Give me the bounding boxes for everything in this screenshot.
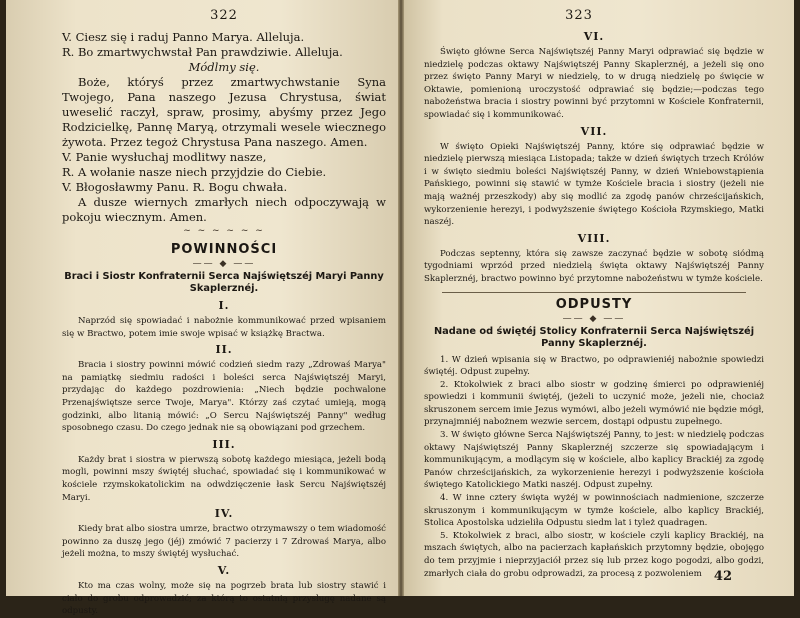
section-subtitle: Nadane od świętéj Stolicy Konfraternii Serca Najświętszéj Panny Skaplerznéj. bbox=[433, 325, 755, 349]
left-page bbox=[6, 0, 398, 617]
section-title: ODPUSTY bbox=[555, 296, 633, 312]
indulgence-item: 3. W święto główne Serca Najświętszéj Panny, to jest: w niedzielę podczas oktawy Najświętszéj Panny Skaplerznéj szczerze się spowiadającym i kommunikującym, a modlącym się w kościele, albo kaplicy Brackiéj za zgodę Panów chrześcijańskich, za wykorzenienie herezyi i podwyższenie kościoła świętego Katolickiego Matki naszéj. Odpust zupełny. bbox=[424, 430, 764, 491]
duty-number: VIII. bbox=[577, 231, 611, 245]
duty-number: I. bbox=[218, 299, 230, 312]
ornament-divider: —— ◆ —— bbox=[562, 313, 626, 324]
book-spread bbox=[6, 0, 794, 617]
right-page bbox=[404, 0, 794, 596]
versicle-line: V. Panie wysłuchaj modlitwy nasze, bbox=[62, 150, 267, 164]
duty-number: VI. bbox=[583, 30, 605, 43]
duty-text: Kiedy brat albo siostra umrze, bractwo otrzymawszy o tem wiadomość powinno za duszę jego (jéj) zmówić 7 pacierzy i 7 Zdrowaś Marya, albo jeżeli można, to mszy świętéj wysłuchać. bbox=[62, 524, 386, 560]
response-line: R. A wołanie nasze niech przyjdzie do Ciebie. bbox=[62, 165, 327, 179]
page-number: 322 bbox=[210, 8, 238, 23]
duty-text: Każdy brat i siostra w pierwszą sobotę każdego miesiąca, jeżeli bodą mogli, powinni mszy świętéj słuchać, spowiadać się i kommunikować w kościele rzymskokatolickim na odwdzięczenie łask Sercu Najświętszéj Maryi. bbox=[62, 454, 386, 503]
duty-number: II. bbox=[215, 343, 233, 357]
section-subtitle: Braci i Siostr Konfraternii Serca Najświętszéj Maryi Panny Skaplerznéj. bbox=[64, 271, 384, 294]
closing-text: A dusze wiernych zmarłych niech odpoczywają w pokoju wiecznym. Amen. bbox=[62, 195, 386, 224]
duty-text: Naprzód się spowiadać i nabożnie kommunikować przed wpisaniem się w Bractwo, potem imie swoje wpisać w książkę Bractwa. bbox=[62, 316, 386, 339]
response-line: R. Bo zmartwychwstał Pan prawdziwie. Alleluja. bbox=[62, 45, 343, 59]
duty-number: V. bbox=[217, 563, 231, 577]
indulgence-item: 2. Ktokolwiek z braci albo siostr w godzinę śmierci po odprawieniéj spowiedzi i kommunii świętéj, (jeżeli to uczynić może, jeżeli nie, chociaż skruszonem sercem imie Jezus wymówi, albo jeżeli wymówić nie będzie mógł, przynajmniéj nabożnem wezwie sercem, dostąpi odpustu zupełnego. bbox=[424, 379, 764, 428]
duty-number: VII. bbox=[580, 124, 608, 138]
duty-number: III. bbox=[212, 437, 236, 451]
indulgence-item: 5. Ktokolwiek z braci, albo siostr, w kościele czyli kaplicy Brackiéj, na mszach świętych, albo na pacierzach kapłańskich przytomny będzie, obojęgo do tem przyjmie i nieprzyjaciół przez się lub przez kogo pogodzi, albo godzi, zmarłych ciała do grobu odprowadzi, za procesą z pozwoleniem bbox=[424, 530, 764, 579]
duty-text: Święto główne Serca Najświętszéj Panny Maryi odprawiać się będzie w niedzielę podczas oktawy Najświętszéj Panny Skaplerznéj, a jeżeli się ono przez święto Panny Maryi w niedzielę, to w drugą niedzielę po święcie w Oktawie, pomienioną uroczystość odprawiać się będzie;—podczas tego nabożeństwa bracia i siostry powinni być przytomni w Kościele Konfraternii, spowiadać się i kommunikować. bbox=[424, 47, 764, 120]
signature-mark: 42 bbox=[713, 569, 732, 584]
duty-number: IV. bbox=[214, 507, 234, 521]
prayer-heading: Módlmy się. bbox=[188, 60, 260, 74]
section-rule bbox=[442, 292, 746, 293]
indulgence-item: 4. W inne cztery święta wyżéj w powinnościach nadmienione, szczerze skruszonym i kommunikującym w tymże kościele, albo kaplicy Brackiéj, Stolica Apostolska udzieliła Odpustu siedm lat i tyleż quadragen. bbox=[424, 493, 764, 529]
versicle-line: V. Błogosławmy Panu. R. Bogu chwała. bbox=[62, 180, 288, 194]
ornament-divider: —— ◆ —— bbox=[192, 259, 256, 269]
duty-text: Bracia i siostry powinni mówić codzień siedm razy „Zdrowaś Marya" na pamiątkę siedmiu radości i boleści serca Najświętszéj Maryi, przydając do każdego pozdrowienia: „Niech będzie pochwalone Przenajświętsze serce Twoje, Marya". Którzy zaś czytać umieją, mogą godzinki, albo litanią mówić: „O Sercu Najświętszéj Panny" według sposobnego czasu. Do czego jednak nie są obowiązani pod grzechem. bbox=[62, 360, 386, 434]
section-title: POWINNOŚCI bbox=[170, 242, 278, 257]
page-number: 323 bbox=[565, 8, 593, 23]
versicle-line: V. Ciesz się i raduj Panno Marya. Alleluja. bbox=[62, 30, 305, 44]
prayer-text: Boże, któryś przez zmartwychwstanie Syna Twojego, Pana naszego Jezusa Chrystusa, świat uweselić raczył, spraw, prosimy, abyśmy przez Jego Rodzicielkę, Pannę Maryą, otrzymali wesele wiecznego żywota. Przez tegoż Chrystusa Pana naszego. Amen. bbox=[62, 75, 386, 149]
duty-text: Podczas septenny, która się zawsze zaczynać będzie w sobotę siódmą tygodniami wprzód przed niedzielą święta oktawy Najświętszéj Panny Skaplerznéj, bractwo powinno być przytomne nabożeństwu w tymże kościele. bbox=[424, 248, 764, 284]
ornament-divider: ~ ~ ~ ~ ~ ~ bbox=[183, 226, 265, 236]
duty-text: Kto ma czas wolny, może się na pogrzeb brata lub siostry stawić i ciało do grobu odprowadzić; za którą to ostatnią przysługę nadane są odpusty. bbox=[62, 580, 386, 617]
indulgence-item: 1. W dzień wpisania się w Bractwo, po odprawieniéj nabożnie spowiedzi świętéj. Odpust zupełny. bbox=[424, 354, 764, 378]
duty-text: W święto Opieki Najświętszéj Panny, które się odprawiać będzie w niedzielę pierwszą miesiąca Listopada; także w dzień świętych trzech Królów i w święto siedmiu boleści Najświętszéj Panny, w dzień Wniebowstąpienia Pańskiego, powinni się stawić w tymże Kościele bracia i siostry (jeżeli nie mają ważnéj przeszkody) aby się modlić za zgodę panów chrześcijańskich, wykorzenienie herezyi, i podwyższenie świętego Kościoła Rzymskiego, Matki naszéj. bbox=[424, 141, 764, 228]
